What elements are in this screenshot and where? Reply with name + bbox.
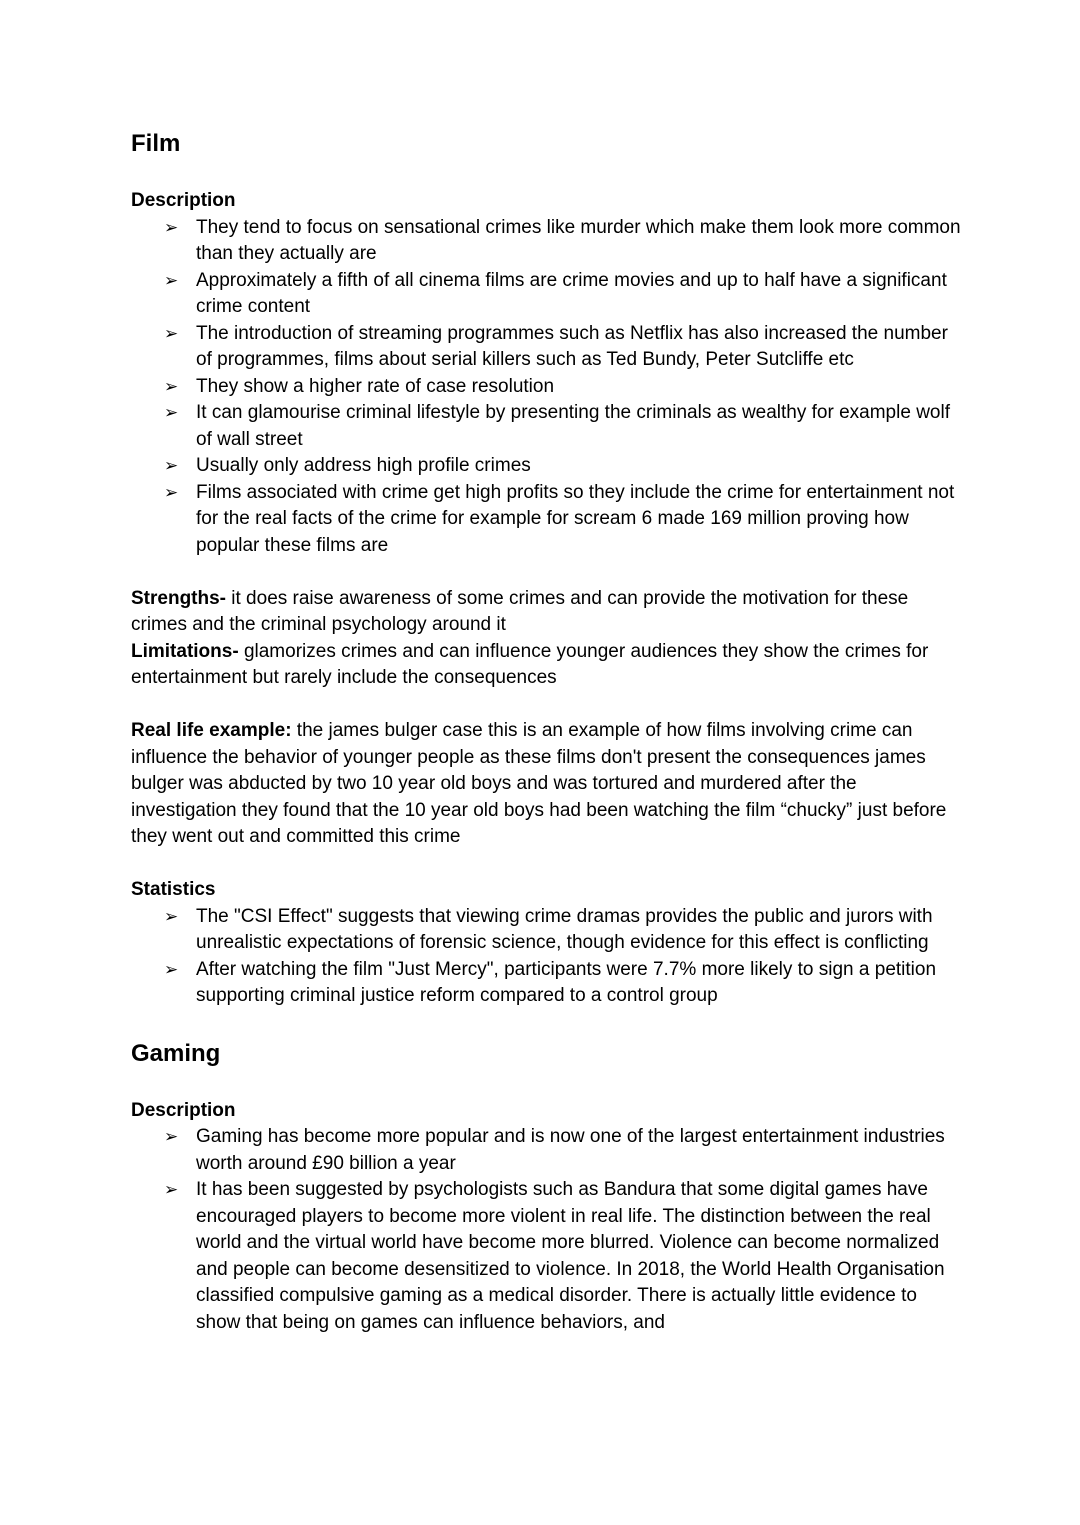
list-item: ➢ They tend to focus on sensational crimes like murder which make them look more common than they actually are bbox=[164, 216, 961, 264]
arrow-bullet-icon: ➢ bbox=[164, 906, 179, 927]
arrow-bullet-icon: ➢ bbox=[164, 403, 179, 423]
list-item: ➢ They show a higher rate of case resolution bbox=[131, 374, 961, 401]
gaming-description-heading: Description bbox=[131, 1099, 236, 1121]
arrow-bullet-icon: ➢ bbox=[164, 270, 179, 291]
section-title-gaming: Gaming bbox=[131, 1039, 221, 1067]
list-item: ➢ Approximately a fifth of all cinema films are crime movies and up to half have a significant crime content bbox=[164, 269, 947, 317]
list-item: ➢ After watching the film "Just Mercy", participants were 7.7% more likely to sign a petition supporting criminal justice reform compared to a control group bbox=[164, 958, 937, 1006]
limitations-label: Limitations- bbox=[131, 640, 239, 662]
arrow-bullet-icon: ➢ bbox=[164, 482, 179, 503]
list-item: ➢ It can glamourise criminal lifestyle by presenting the criminals as wealthy for example wolf of wall street bbox=[164, 402, 950, 450]
film-description-list bbox=[131, 215, 961, 560]
document-page bbox=[131, 128, 961, 1336]
limitations-text: glamorizes crimes and can influence younger audiences they show the crimes for entertainment but rarely include the consequences bbox=[131, 640, 929, 688]
gaming-description-list bbox=[131, 1124, 961, 1336]
list-item: ➢ Gaming has become more popular and is now one of the largest entertainment industries worth around £90 billion a year bbox=[164, 1126, 945, 1174]
arrow-bullet-icon: ➢ bbox=[164, 959, 179, 980]
strengths-label: Strengths- bbox=[131, 587, 226, 609]
gaming-section bbox=[131, 1038, 961, 1337]
list-item: ➢ The introduction of streaming programmes such as Netflix has also increased the number of programmes, films about serial killers such as Ted Bundy, Peter Sutcliffe etc bbox=[164, 322, 948, 370]
arrow-bullet-icon: ➢ bbox=[164, 456, 179, 476]
film-section bbox=[131, 128, 961, 1010]
list-item: ➢ It has been suggested by psychologists such as Bandura that some digital games have encouraged players to become more violent in real life. The distinction between the real world and the virtual world have become more blurred. Violence can become normalized and people can become desensitized to violence. In 2018, the World Health Organisation classified compulsive gaming as a medical disorder. There is actually little evidence to show that being on games can influence behaviors, and bbox=[164, 1179, 945, 1333]
film-real-life-example bbox=[131, 718, 961, 851]
list-item: ➢ The "CSI Effect" suggests that viewing crime dramas provides the public and jurors with unrealistic expectations of forensic science, though evidence for this effect is conflicting bbox=[164, 905, 933, 953]
film-limitations bbox=[131, 639, 961, 692]
arrow-bullet-icon: ➢ bbox=[164, 323, 179, 344]
film-statistics-list bbox=[131, 904, 961, 1010]
film-description-heading: Description bbox=[131, 190, 236, 211]
film-strengths bbox=[131, 586, 961, 639]
arrow-bullet-icon: ➢ bbox=[164, 1180, 179, 1200]
strengths-text: it does raise awareness of some crimes and can provide the motivation for these crimes and the criminal psychology around it bbox=[131, 587, 909, 635]
film-statistics-heading: Statistics bbox=[131, 879, 216, 900]
list-item: ➢ Films associated with crime get high profits so they include the crime for entertainment not for the real facts of the crime for example for scream 6 made 169 million proving how popular these films are bbox=[164, 481, 955, 556]
real-life-example-label: Real life example: bbox=[131, 720, 292, 741]
list-item: ➢ Usually only address high profile crimes bbox=[131, 453, 961, 480]
section-title-film: Film bbox=[131, 130, 181, 157]
real-life-example-text: the james bulger case this is an example of how films involving crime can influence the behavior of younger people as these films don't present the consequences james bulger was abducted by two 10 year old boys and was tortured and murdered after the investigation they found that the 10 year old boys had been watching the film “chucky” just before they went out and committed this crime bbox=[131, 720, 947, 847]
arrow-bullet-icon: ➢ bbox=[164, 376, 179, 397]
arrow-bullet-icon: ➢ bbox=[164, 217, 179, 238]
arrow-bullet-icon: ➢ bbox=[164, 1127, 179, 1147]
